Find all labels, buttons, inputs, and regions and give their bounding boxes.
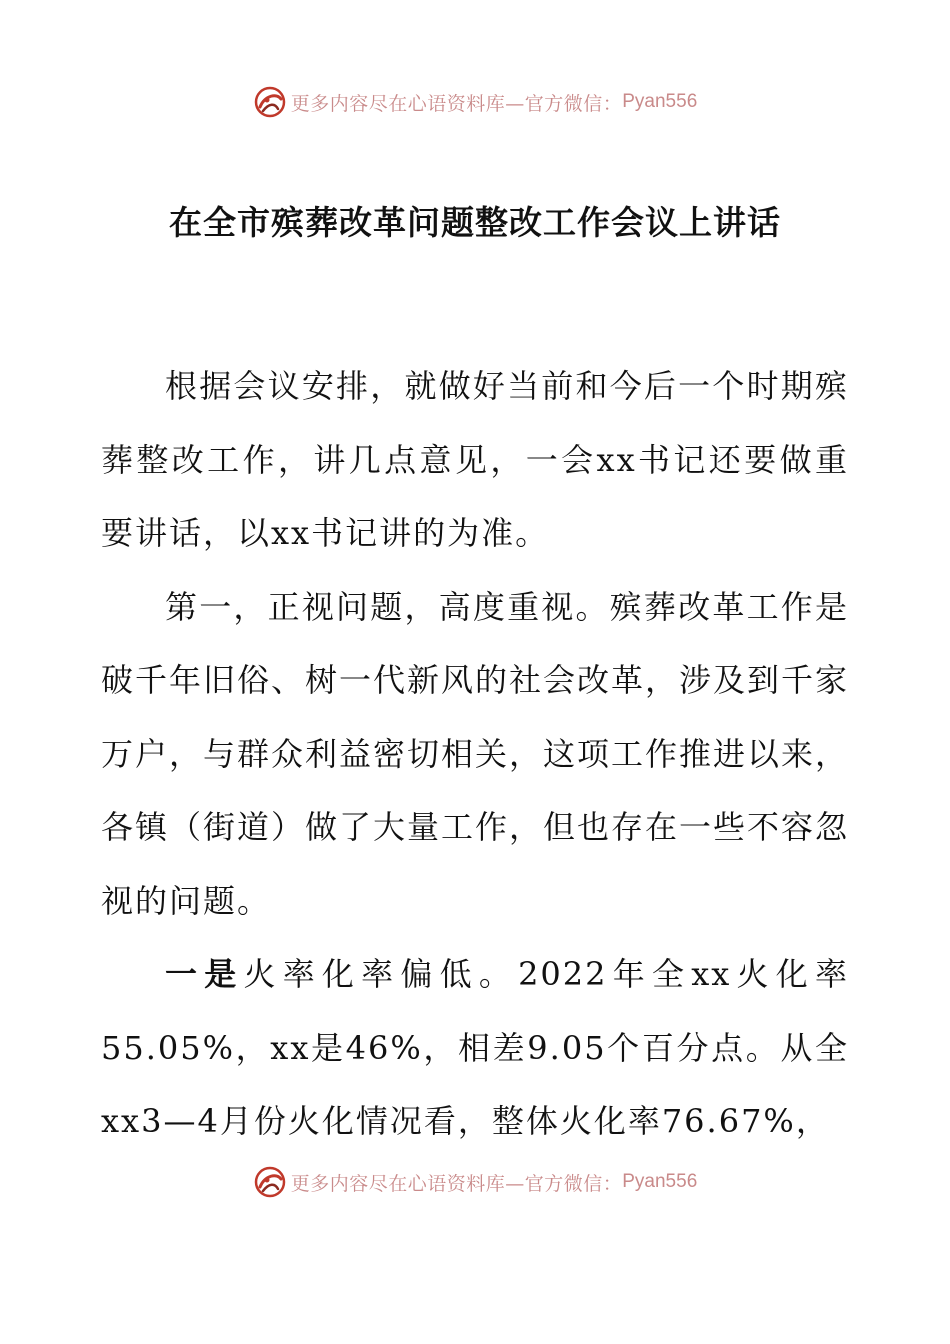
document-title: 在全市殡葬改革问题整改工作会议上讲话 [169, 203, 781, 242]
paragraph-3 [101, 938, 849, 1159]
paragraph-lead: 一是 [165, 955, 244, 993]
footer-banner [0, 1162, 950, 1202]
banner-wechat-id: Pyan556 [622, 1171, 698, 1192]
header-banner [0, 82, 950, 122]
swirl-logo-icon [253, 1165, 287, 1199]
document-body [101, 350, 849, 1159]
swirl-logo-icon [253, 85, 287, 119]
banner-wechat-id: Pyan556 [622, 91, 698, 112]
banner-text: 更多内容尽在心语资料库—官方微信： [290, 92, 623, 115]
banner-text: 更多内容尽在心语资料库—官方微信： [290, 1172, 623, 1195]
paragraph-1 [101, 350, 849, 571]
paragraph-text: 火率化率偏低。2022年全xx火化率55.05%，xx是46%，相差9.05个百分点。从全xx3—4月份火化情况看，整体火化率76.67%， [101, 955, 849, 1140]
paragraph-text: 第一，正视问题，高度重视。殡葬改革工作是破千年旧俗、树一代新风的社会改革，涉及到千家万户，与群众利益密切相关，这项工作推进以来，各镇（街道）做了大量工作，但也存在一些不容忽视的问题。 [101, 587, 850, 920]
paragraph-text: 根据会议安排，就做好当前和今后一个时期殡葬整改工作，讲几点意见，一会xx书记还要做重要讲话，以xx书记讲的为准。 [101, 367, 849, 552]
paragraph-2 [101, 571, 849, 939]
